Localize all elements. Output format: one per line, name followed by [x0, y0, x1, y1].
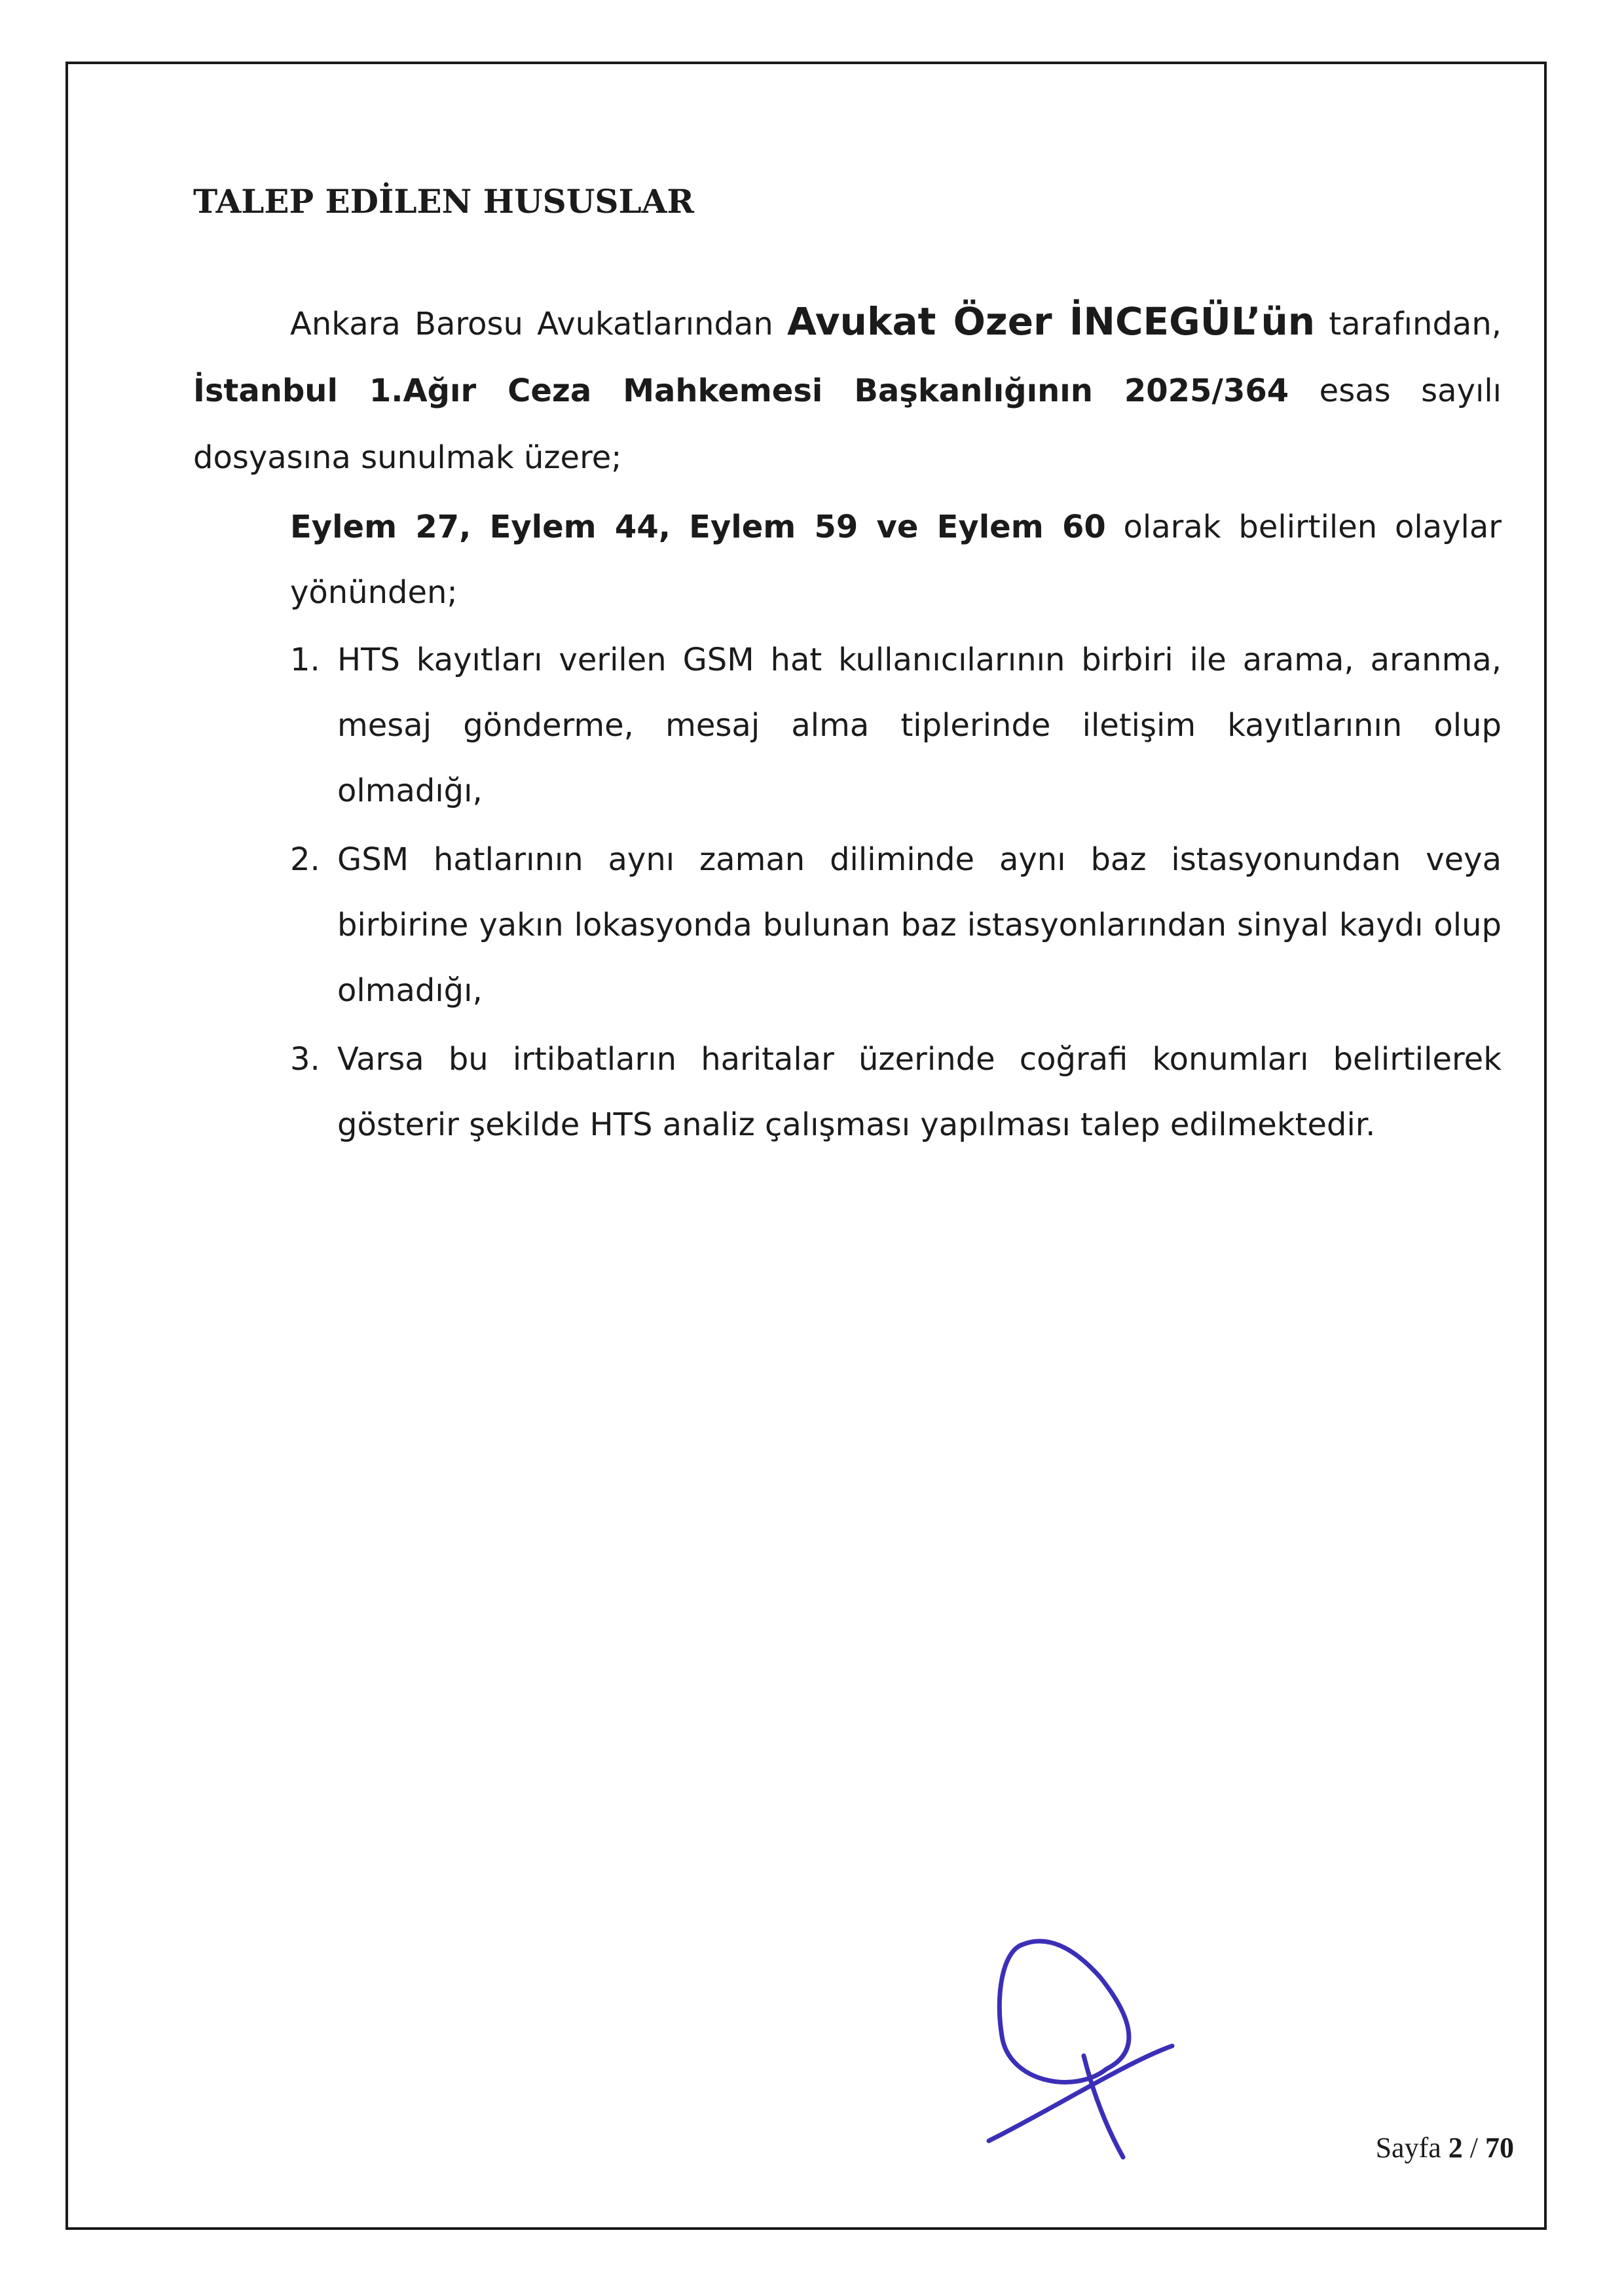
- signature: [976, 1931, 1185, 2174]
- page-title: TALEP EDİLEN HUSUSLAR: [193, 182, 694, 221]
- list-item: [193, 627, 1502, 824]
- total-pages: 70: [1485, 2132, 1514, 2164]
- events-list: Eylem 27, Eylem 44, Eylem 59 ve Eylem 60: [290, 509, 1106, 545]
- list-item-number: 3.: [290, 1041, 320, 1078]
- intro-text-1: Ankara Barosu Avukatlarından: [290, 306, 788, 342]
- events-paragraph: [193, 494, 1502, 625]
- intro-text-3: esas sayılı dosyasına sunulmak üzere;: [193, 373, 1502, 476]
- page-separator: /: [1462, 2132, 1485, 2164]
- signature-stroke: [989, 1941, 1172, 2157]
- current-page: 2: [1448, 2132, 1463, 2164]
- list-item-text: Varsa bu irtibatların haritalar üzerinde coğrafi konumları belirtilerek gösterir şekilde HTS analiz çalışması yapılması talep edilmektedir.: [337, 1041, 1502, 1143]
- list-item-text: GSM hatlarının aynı zaman diliminde aynı baz istasyonundan veya birbirine yakın lokasyonda bulunan baz istasyonlarından sinyal kaydı olup olmadığı,: [337, 841, 1502, 1009]
- court-reference: İstanbul 1.Ağır Ceza Mahkemesi Başkanlığının 2025/364: [193, 373, 1289, 409]
- list-item-text: HTS kayıtları verilen GSM hat kullanıcılarının birbiri ile arama, aranma, mesaj gönderme, mesaj alma tiplerinde iletişim kayıtlarının olup olmadığı,: [337, 642, 1502, 809]
- page-label: Sayfa: [1375, 2132, 1449, 2164]
- list-item: [193, 827, 1502, 1023]
- list-item-number: 2.: [290, 841, 320, 878]
- list-item: [193, 1027, 1502, 1157]
- attorney-name: Avukat Özer İNCEGÜL’ün: [787, 299, 1316, 344]
- list-item-number: 1.: [290, 642, 320, 678]
- intro-text-2: tarafından,: [1315, 306, 1502, 342]
- page-number: [1376, 2131, 1514, 2164]
- events-text: olarak belirtilen olaylar yönünden;: [290, 509, 1502, 611]
- request-list: [193, 627, 1502, 1161]
- intro-paragraph: [193, 288, 1502, 491]
